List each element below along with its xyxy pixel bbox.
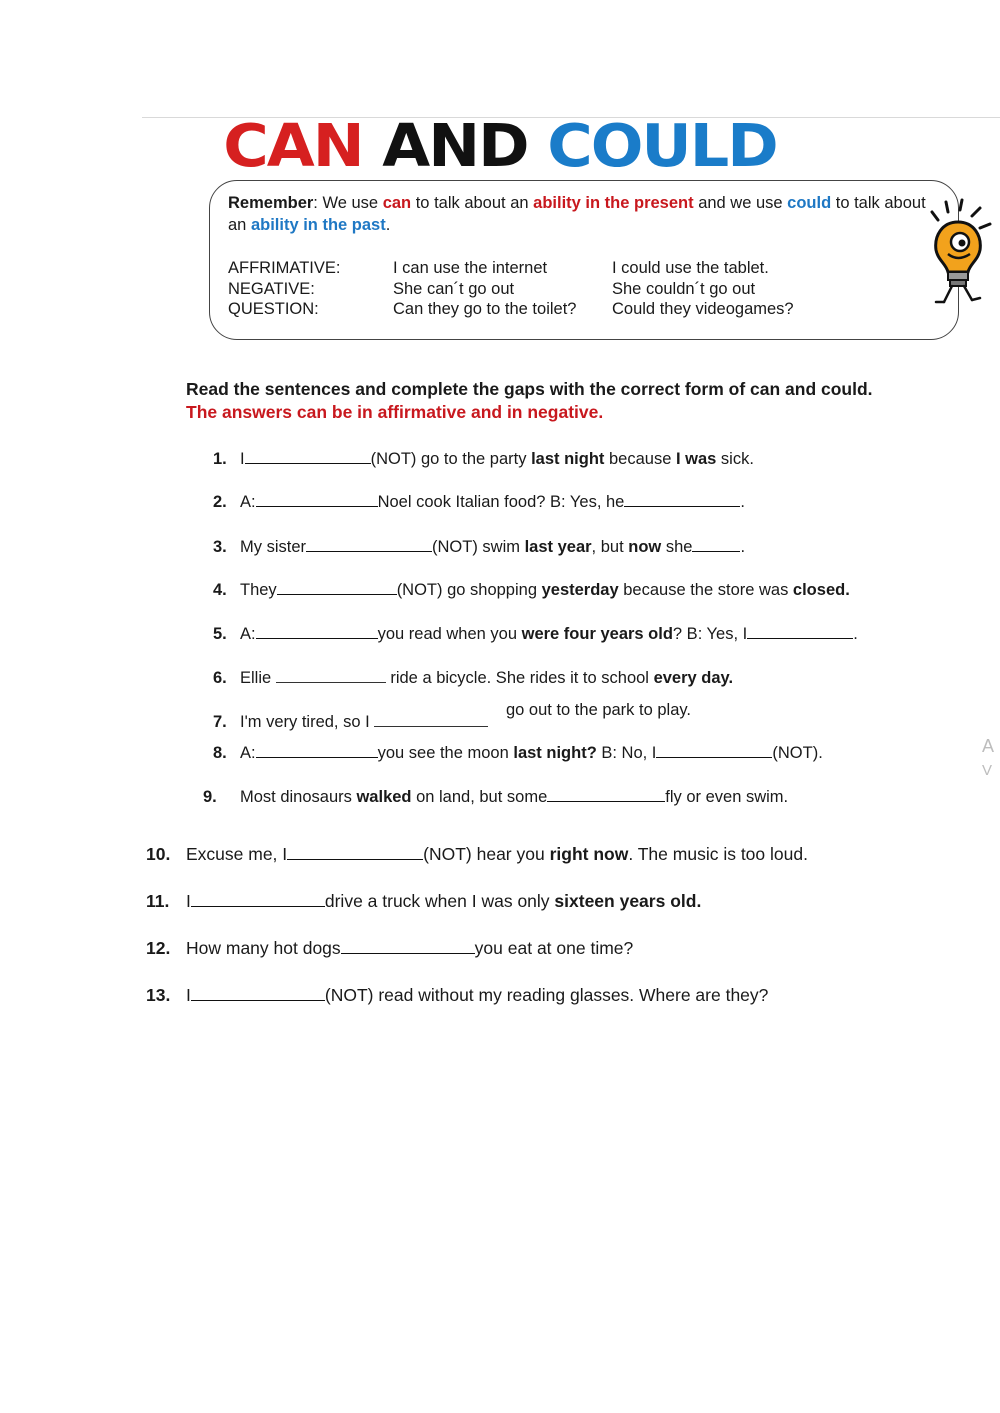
exercise-number: 3. xyxy=(213,538,227,556)
exercise-text: sick. xyxy=(716,450,754,468)
remember-can: can xyxy=(382,194,412,212)
answer-gap[interactable] xyxy=(191,892,325,907)
exercise-1 xyxy=(213,449,754,469)
exercise-number: 13. xyxy=(146,985,171,1005)
exercise-text: on land, but some xyxy=(411,788,548,806)
remember-could: could xyxy=(787,194,832,212)
exercise-text: A: xyxy=(240,625,256,643)
exercise-number: 10. xyxy=(146,844,171,864)
exercise-bold: now xyxy=(628,538,662,556)
remember-label: Remember xyxy=(228,194,314,212)
title-and: AND xyxy=(382,110,528,181)
exercise-5 xyxy=(213,624,858,644)
exercise-text: because xyxy=(604,450,676,468)
grammar-type: NEGATIVE: xyxy=(228,279,315,298)
exercise-3 xyxy=(213,537,745,557)
answer-gap[interactable] xyxy=(287,845,423,860)
exercise-text: . xyxy=(853,625,858,643)
exercise-number: 4. xyxy=(213,581,227,599)
exercise-number: 1. xyxy=(213,450,227,468)
exercise-text: I xyxy=(186,891,191,911)
exercise-9 xyxy=(203,787,788,807)
exercise-text: she xyxy=(661,538,693,556)
exercise-text: because the store was xyxy=(618,581,793,599)
remember-t1: : We use xyxy=(313,194,383,212)
exercise-8 xyxy=(213,743,823,763)
grammar-can: She can´t go out xyxy=(393,279,515,298)
answer-gap[interactable] xyxy=(256,624,378,639)
exercise-text: (NOT) go shopping xyxy=(396,581,542,599)
answer-gap[interactable] xyxy=(692,537,740,552)
exercise-bold: yesterday xyxy=(541,581,619,599)
grammar-could: She couldn´t go out xyxy=(612,279,756,298)
exercise-bold: sixteen years old. xyxy=(554,891,702,911)
exercise-text: My sister xyxy=(240,538,306,556)
exercise-text: I xyxy=(186,985,191,1005)
remember-text xyxy=(228,192,928,236)
exercise-text: (NOT) swim xyxy=(432,538,525,556)
exercise-text: Excuse me, I xyxy=(186,844,288,864)
lightbulb-icon xyxy=(922,198,994,306)
answer-gap[interactable] xyxy=(191,986,325,1001)
exercise-text: . xyxy=(740,538,746,556)
exercise-10 xyxy=(146,844,808,864)
grammar-type: QUESTION: xyxy=(228,300,319,318)
exercise-text: I xyxy=(240,450,245,468)
answer-gap[interactable] xyxy=(547,787,665,802)
exercise-bold: I was xyxy=(675,450,717,468)
remember-t5: . xyxy=(385,216,391,234)
answer-gap[interactable] xyxy=(276,668,386,683)
remember-t3: and we use xyxy=(693,194,788,212)
exercise-bold: last night? xyxy=(513,744,597,762)
remember-past: ability in the past xyxy=(250,216,386,234)
exercise-number: 11. xyxy=(146,891,170,911)
exercise-text: , but xyxy=(591,538,629,556)
exercise-7-continuation xyxy=(506,700,691,720)
exercise-7 xyxy=(213,712,488,732)
grammar-table xyxy=(228,258,794,320)
exercise-number: 7. xyxy=(213,713,227,731)
answer-gap[interactable] xyxy=(256,492,378,507)
exercise-number: 6. xyxy=(213,669,227,687)
exercise-text: you eat at one time? xyxy=(474,938,634,958)
exercise-bold: right now xyxy=(549,844,629,864)
instructions xyxy=(186,378,873,424)
exercise-text: . The music is too loud. xyxy=(628,844,808,864)
exercise-text: ? B: Yes, I xyxy=(672,625,748,643)
remember-t2: to talk about an xyxy=(411,194,534,212)
grammar-row xyxy=(228,258,794,279)
title-could: COULD xyxy=(547,110,777,181)
exercise-text: ride a bicycle. She rides it to school xyxy=(385,669,654,687)
exercise-2 xyxy=(213,492,745,512)
answer-gap[interactable] xyxy=(624,492,740,507)
exercise-text: Noel cook Italian food? B: Yes, he xyxy=(377,493,625,511)
page-title xyxy=(0,112,1000,180)
exercise-bold: last year xyxy=(524,538,592,556)
grammar-could: I could use the tablet. xyxy=(612,259,769,277)
exercise-bold: last night xyxy=(531,450,605,468)
exercise-text: you read when you xyxy=(377,625,522,643)
exercise-text: (NOT). xyxy=(772,744,823,762)
grammar-can: Can they go to the toilet? xyxy=(393,300,577,318)
exercise-number: 2. xyxy=(213,493,227,511)
exercise-number: 8. xyxy=(213,744,227,762)
remember-present: ability in the present xyxy=(533,194,694,212)
exercise-text: (NOT) read without my reading glasses. Where are they? xyxy=(324,985,769,1005)
exercise-4 xyxy=(213,580,850,600)
grammar-type: AFFRIMATIVE: xyxy=(228,259,341,277)
answer-gap[interactable] xyxy=(256,743,378,758)
grammar-row xyxy=(228,279,794,300)
exercise-text: Ellie xyxy=(240,669,276,687)
exercise-text: B: No, I xyxy=(596,744,657,762)
exercise-number: 12. xyxy=(146,938,171,958)
exercise-6 xyxy=(213,668,733,688)
exercise-13 xyxy=(146,985,768,1005)
grammar-could: Could they videogames? xyxy=(612,300,794,318)
edge-letter: V xyxy=(982,762,993,779)
exercise-text: How many hot dogs xyxy=(186,938,341,958)
exercise-12 xyxy=(146,938,633,958)
exercise-text: (NOT) go to the party xyxy=(370,450,532,468)
instructions-line1: Read the sentences and complete the gaps with the correct form of can and could. xyxy=(186,379,873,399)
exercise-text: They xyxy=(240,581,277,599)
answer-gap[interactable] xyxy=(277,580,397,595)
exercise-text: go out to the park to play. xyxy=(506,701,691,719)
exercise-text: Most dinosaurs xyxy=(240,788,357,806)
answer-gap[interactable] xyxy=(245,449,371,464)
exercise-bold: walked xyxy=(356,788,412,806)
exercise-text: fly or even swim. xyxy=(665,788,789,806)
answer-gap[interactable] xyxy=(374,712,488,727)
exercise-text: you see the moon xyxy=(377,744,514,762)
remember-t4: to talk about an xyxy=(228,194,926,234)
exercise-text: drive a truck when I was only xyxy=(324,891,555,911)
exercise-number: 9. xyxy=(203,788,217,806)
exercise-text: A: xyxy=(240,744,256,762)
instructions-line2: The answers can be in affirmative and in negative. xyxy=(186,402,604,422)
answer-gap[interactable] xyxy=(747,624,853,639)
answer-gap[interactable] xyxy=(341,939,475,954)
exercise-11 xyxy=(146,891,701,911)
exercise-text: (NOT) hear you xyxy=(423,844,550,864)
answer-gap[interactable] xyxy=(656,743,772,758)
exercise-number: 5. xyxy=(213,625,227,643)
grammar-can: I can use the internet xyxy=(393,259,548,277)
exercise-text: A: xyxy=(240,493,256,511)
grammar-row xyxy=(228,299,794,320)
exercise-bold: closed. xyxy=(792,581,850,599)
answer-gap[interactable] xyxy=(306,537,432,552)
exercise-text: I'm very tired, so I xyxy=(240,713,375,731)
exercise-bold: every day. xyxy=(653,669,734,687)
edge-letter: A xyxy=(982,736,995,756)
exercise-bold: were four years old xyxy=(521,625,673,643)
title-can: CAN xyxy=(223,110,363,181)
exercise-text: . xyxy=(740,493,745,511)
